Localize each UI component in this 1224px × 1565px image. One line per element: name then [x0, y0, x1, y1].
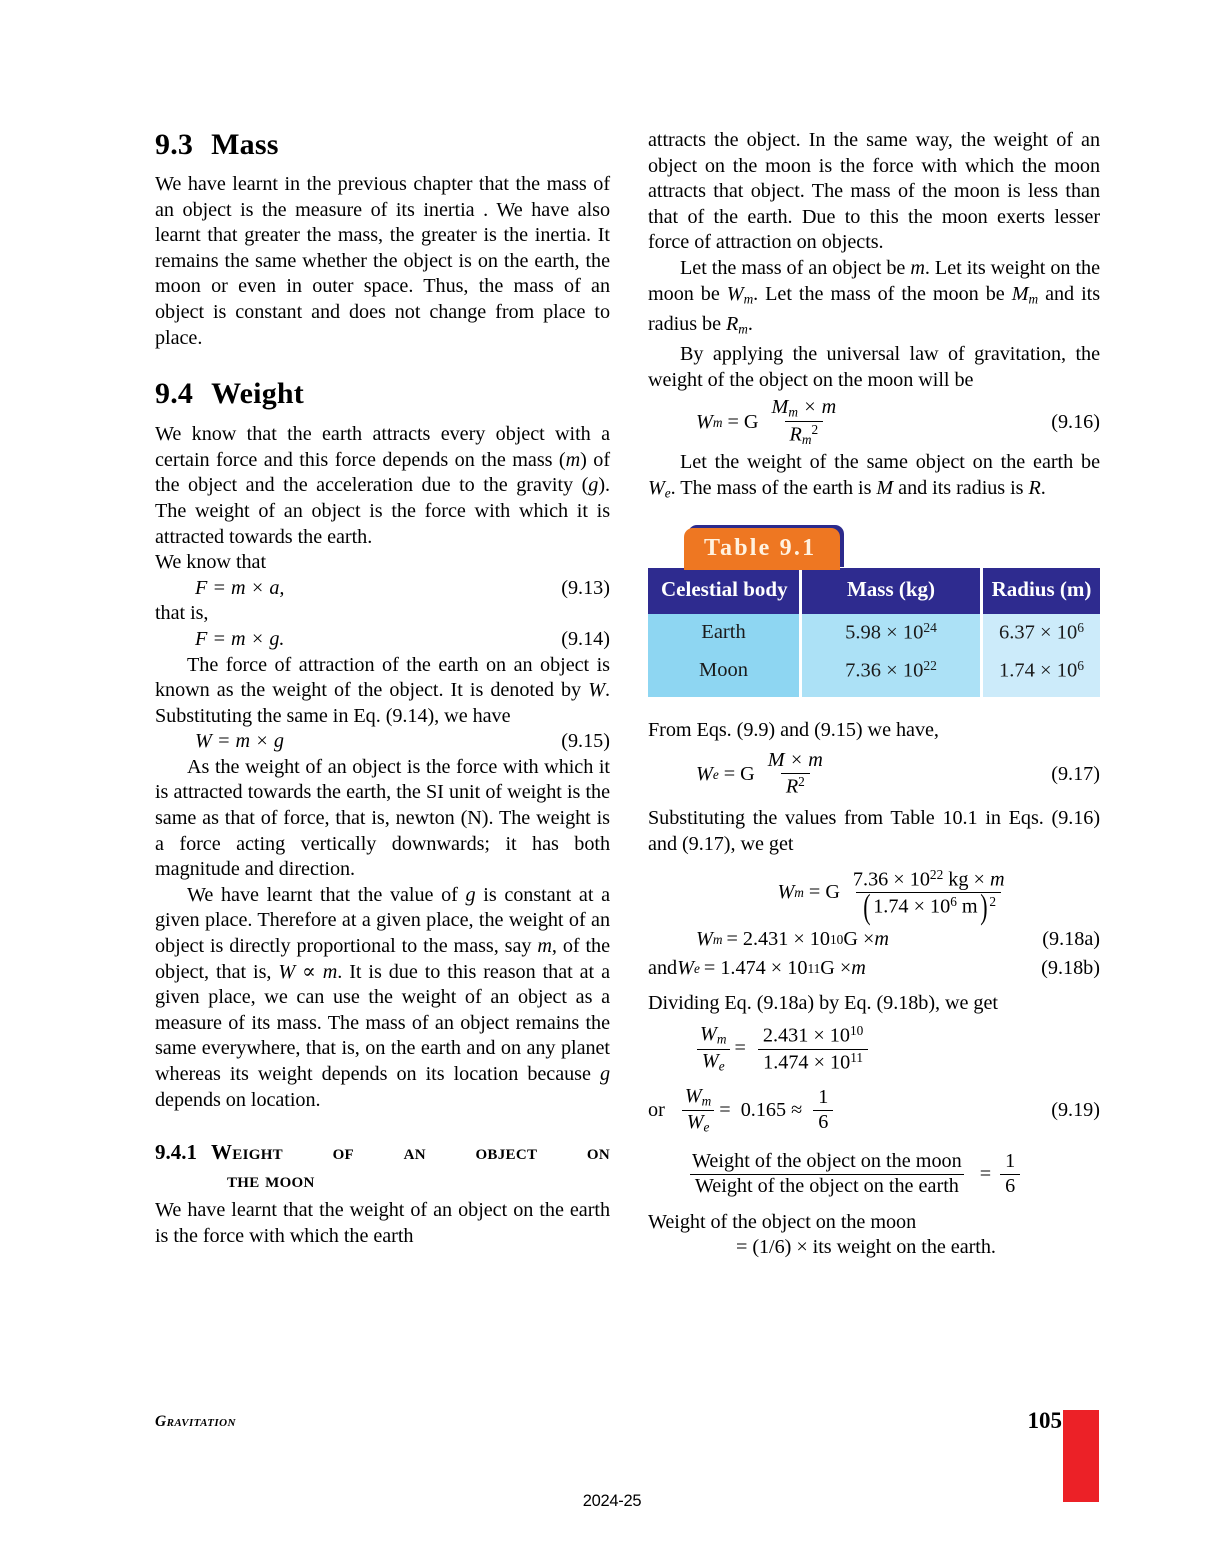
equation-9-15-body: W = m × g [195, 730, 284, 753]
ratio-lhs-den-W: W [701, 1049, 719, 1072]
page-edge-red-bar [1063, 1410, 1099, 1502]
eq916-num-rest: × m [797, 396, 837, 419]
equation-9-13-body: F = m × a, [195, 576, 285, 599]
eq919-relation: = [719, 1098, 731, 1121]
subscript-m-1: m [743, 291, 754, 307]
equation-9-18-main [648, 866, 1100, 926]
table-cell-mass-moon [801, 652, 982, 696]
eq917-numerator: M × m [767, 749, 823, 772]
eq916-lhs-sub: m [712, 414, 723, 430]
eq916-fraction [766, 397, 841, 448]
eq916-den-sup: 2 [811, 422, 819, 438]
ratio-lhs-den-sub: e [718, 1058, 725, 1074]
words-ratio-numerator: Weight of the object on the moon [692, 1150, 962, 1172]
equation-9-18b [648, 956, 1100, 982]
text-let-the-mass: Let the mass of an object be [680, 256, 911, 279]
paragraph-si-unit: As the weight of an object is the force with which it is attracted towards the earth, the SI unit of weight is the same as that of force, that is, newton (N). The weight is a force acting vertically downwards; it has both magnitude and direction. [155, 755, 610, 881]
paragraph-let-weight-earth [648, 450, 1100, 506]
words-ratio-rhs-num: 1 [1005, 1150, 1016, 1172]
eq918a-exponent: 10 [830, 931, 844, 947]
earth-radius-mantissa: 6.37 × 10 [999, 621, 1078, 644]
subscript-m-3: m [738, 321, 748, 337]
section-title-9-3: Mass [211, 128, 279, 161]
equation-9-16 [648, 397, 1100, 448]
equation-9-14 [155, 627, 610, 653]
eq919-lhs-fraction [680, 1086, 716, 1135]
left-paren-icon: ( [863, 885, 871, 926]
table-row [648, 614, 1100, 652]
equation-9-17-number: (9.17) [1051, 762, 1100, 785]
equation-9-13-number: (9.13) [561, 576, 610, 599]
subsection-heading-9-4-1 [155, 1138, 610, 1194]
ratio-relation: = [734, 1037, 746, 1060]
ratio-rhs-fraction [758, 1024, 868, 1073]
eq919-prefix: or [648, 1098, 665, 1121]
eq919-rhs-fraction [813, 1087, 833, 1134]
eq918a-lhs: W [696, 927, 713, 950]
eq918a-tail-m: m [874, 927, 889, 950]
table-cell-radius-earth [982, 614, 1101, 652]
lead-that-is: that is, [155, 602, 209, 625]
subscript-e-1: e [664, 485, 671, 501]
eq917-denominator [781, 773, 810, 798]
eq918-lhs-sub: m [794, 885, 804, 901]
eq918b-value: = 1.474 × 10 [703, 957, 808, 980]
words-ratio-denominator: Weight of the object on the earth [690, 1174, 964, 1198]
subsection-word-weight: Weight [211, 1140, 283, 1165]
eq918-fraction [848, 866, 1010, 926]
closing-line-1: Weight of the object on the moon [648, 1210, 917, 1233]
table-header-mass: Mass (kg) [801, 568, 982, 614]
equation-9-15-number: (9.15) [561, 730, 610, 753]
eq918b-prefix: and [648, 957, 678, 980]
equation-9-14-number: (9.14) [561, 627, 610, 650]
eq919-lhs-den-sub: e [703, 1119, 710, 1135]
footer-page-number: 105 [1027, 1408, 1062, 1433]
symbol-M: M [876, 476, 894, 499]
subsection-word-an: an [403, 1140, 426, 1165]
eq918-den-exponent: 6 [950, 893, 957, 909]
table-header-radius: Radius (m) [982, 568, 1101, 614]
subsection-title-line2: the moon [227, 1168, 315, 1193]
eq918-denominator [856, 885, 1001, 926]
equation-words-ratio [648, 1151, 1100, 1198]
ratio-lhs-den [697, 1049, 730, 1074]
eq916-den-R: R [789, 423, 802, 446]
ratio-rhs-den-exponent: 11 [850, 1049, 864, 1065]
equation-9-18a [648, 927, 1100, 953]
eq919-lhs-den-W: W [686, 1110, 704, 1133]
equation-9-19-number: (9.19) [1051, 1098, 1100, 1121]
subscript-m-2: m [1028, 291, 1039, 307]
right-column [648, 128, 1100, 1261]
section-heading-9-3 [155, 128, 610, 162]
left-column [155, 128, 610, 1249]
eq918a-lhs-sub: m [712, 931, 723, 947]
subsection-word-of: of [332, 1140, 355, 1165]
words-ratio-relation: = [979, 1162, 992, 1185]
text-let-mass-of-moon: . Let the mass of the moon be [753, 282, 1012, 305]
symbol-R: R [1028, 476, 1041, 499]
table-header-row [648, 568, 1100, 614]
subsection-title-line1 [211, 1138, 610, 1166]
text-let-weight-same: Let the weight of the same object on the earth be [680, 450, 1100, 473]
text-let-its-weight: . Let its weight on the moon be [648, 256, 1100, 305]
earth-radius-exponent: 6 [1077, 619, 1084, 635]
eq917-den-sup: 2 [798, 774, 805, 790]
eq918-den-unit: m [956, 895, 978, 918]
ratio-lhs-num-sub: m [716, 1032, 727, 1048]
table-cell-mass-earth [801, 614, 982, 652]
eq918b-lhs: W [677, 957, 694, 980]
section-number-9-3: 9.3 [155, 128, 194, 161]
words-ratio-fraction [687, 1151, 967, 1198]
text-and-its-radius: and its radius be [648, 282, 1101, 335]
table-cell-radius-moon [982, 652, 1101, 696]
eq918b-tail-m: m [851, 957, 866, 980]
paragraph-attracts-object: attracts the object. In the same way, the weight of an object on the moon is the force with which the moon attracts that object. The mass of the moon is less than that of the earth. Due to this the moon exerts lesser force of attraction on objects. [648, 129, 1100, 254]
moon-radius-exponent: 6 [1077, 658, 1084, 674]
eq918-den-mantissa: 1.74 × 10 [873, 895, 951, 918]
equation-9-18a-number: (9.18a) [1042, 927, 1100, 950]
subsection-number-9-4-1: 9.4.1 [155, 1140, 197, 1165]
paragraph-weight-intro: We know that the earth attracts every object with a certain force and this force depends on the mass (m) of the object and the acceleration due to the gravity (g). The weight of an object is the force with which it is attracted towards the earth. [155, 423, 611, 548]
equation-9-14-body: F = m × g. [195, 627, 285, 650]
eq917-lhs-sub: e [712, 766, 719, 782]
eq917-den-R: R [785, 775, 799, 798]
section-heading-9-4 [155, 377, 610, 411]
ratio-rhs-num-exponent: 10 [849, 1023, 864, 1039]
eq918-num-mantissa: 7.36 × 10 [852, 868, 930, 891]
eq919-rhs-num: 1 [818, 1086, 829, 1109]
paragraph-substituting-values: Substituting the values from Table 10.1 in Eqs. (9.16) and (9.17), we get [648, 807, 1100, 856]
symbol-m: m [910, 256, 925, 279]
table-9-1-wrapper [648, 528, 1100, 697]
eq918a-tail: G × [843, 927, 875, 950]
paragraph-force-of-attraction: The force of attraction of the earth on an object is known as the weight of the object. It is denoted by W. Substituting the same in Eq. (9.14), we have [155, 653, 610, 727]
eq918b-exponent: 11 [807, 961, 821, 977]
equation-9-18b-number: (9.18b) [1041, 957, 1100, 980]
eq918-relation: = G [808, 881, 840, 904]
words-ratio-rhs-fraction [1000, 1151, 1020, 1198]
eq919-lhs-num [680, 1086, 716, 1110]
paragraph-weight-on-moon-intro: We have learnt that the weight of an object on the earth is the force with which the earth [155, 1199, 610, 1247]
eq919-lhs-num-sub: m [701, 1093, 712, 1109]
text-period-1: . [747, 312, 753, 335]
eq918-lhs: W [777, 881, 795, 904]
table-row [648, 652, 1100, 696]
table-cell-body-earth: Earth [648, 614, 801, 652]
eq917-lhs: W [696, 762, 713, 785]
table-cell-body-moon: Moon [648, 652, 801, 696]
lead-from-eqs: From Eqs. (9.9) and (9.15) we have, [648, 718, 939, 741]
ratio-rhs-den-mantissa: 1.474 × 10 [763, 1050, 851, 1073]
ratio-rhs-num-mantissa: 2.431 × 10 [762, 1024, 850, 1047]
eq916-lhs: W [696, 410, 713, 433]
right-paren-icon: ) [979, 885, 988, 926]
lead-dividing-eq: Dividing Eq. (9.18a) by Eq. (9.18b), we get [648, 991, 998, 1014]
eq916-num-M: M [771, 396, 789, 419]
equation-9-15 [155, 729, 610, 755]
eq919-lhs-den [682, 1110, 715, 1135]
footer-chapter-name: Gravitation [155, 1413, 236, 1430]
moon-radius-mantissa: 1.74 × 10 [999, 659, 1078, 682]
ratio-lhs-fraction [695, 1024, 731, 1073]
text-mass-of-earth: . The mass of the earth is [670, 476, 877, 499]
lead-we-know-that: We know that [155, 551, 267, 574]
closing-line-2: = (1/6) × its weight on the earth. [736, 1236, 996, 1259]
symbol-M-moon: M [1011, 282, 1029, 305]
eq917-relation: = G [723, 762, 755, 785]
equation-9-16-number: (9.16) [1051, 410, 1100, 433]
eq918-num-exponent: 22 [929, 866, 944, 882]
equation-9-17 [648, 750, 1100, 798]
paragraph-mass: We have learnt in the previous chapter that the mass of an object is the measure of its inertia . We have also learnt that greater the mass, the greater is the inertia. It remains the same whether the object is on the earth, the moon or even in outer space. Thus, the mass of an object is constant and does not change from place to place. [155, 173, 610, 349]
ratio-lhs-num-W: W [700, 1023, 717, 1046]
equation-9-19 [648, 1086, 1100, 1135]
earth-mass-mantissa: 5.98 × 10 [845, 621, 924, 644]
earth-mass-exponent: 24 [923, 619, 937, 635]
eq919-value: 0.165 ≈ [740, 1098, 803, 1121]
eq918b-lhs-sub: e [693, 961, 700, 977]
ratio-lhs-num [695, 1024, 731, 1048]
moon-mass-exponent: 22 [923, 658, 937, 674]
subsection-word-object: object [475, 1140, 538, 1165]
moon-mass-mantissa: 7.36 × 10 [845, 659, 924, 682]
subsection-word-on: on [586, 1140, 610, 1165]
section-title-9-4: Weight [211, 377, 304, 411]
symbol-W-moon: W [726, 282, 744, 305]
footer-year: 2024-25 [582, 1492, 642, 1510]
paragraph-by-applying: By applying the universal law of gravitation, the weight of the object on the moon will be [648, 343, 1100, 391]
eq918-num-unit: kg × [943, 868, 990, 891]
words-ratio-rhs-den: 6 [1000, 1174, 1020, 1198]
equation-ratio [648, 1024, 1100, 1073]
eq916-denominator [785, 421, 824, 448]
symbol-R-moon: R [725, 312, 739, 335]
eq918-num-m: m [989, 868, 1005, 891]
ratio-rhs-den [758, 1049, 868, 1074]
text-and-radius: and its radius is [893, 476, 1029, 499]
symbol-W-earth: W [648, 476, 665, 499]
eq917-fraction [763, 750, 828, 798]
paragraph-let-mass-be-m [648, 256, 1100, 342]
text-period-2: . [1040, 476, 1046, 499]
eq919-rhs-den: 6 [813, 1110, 833, 1134]
eq918b-tail: G × [820, 957, 852, 980]
paragraph-value-of-g: We have learnt that the value of g is constant at a given place. Therefore at a given place, the weight of an object is directly proportional to the mass, say m, of the object, that is, W ∝ m. It is due to this reason that at a given place, we can use the weight of an object as a measure of its mass. The mass of an object remains the same everywhere, that is, on the earth and on any planet whereas its weight depends on its location because g depends on location. [155, 883, 610, 1111]
table-header-celestial-body: Celestial body [648, 568, 801, 614]
equation-9-13 [155, 576, 610, 602]
eq918-den-outer-exponent: 2 [989, 893, 997, 909]
eq916-den-sub: m [801, 432, 812, 448]
eq919-lhs-num-W: W [684, 1084, 702, 1107]
eq916-num-sub: m [788, 405, 798, 421]
eq918a-value: = 2.431 × 10 [726, 927, 830, 950]
eq916-relation: = G [727, 410, 759, 433]
eq916-numerator [766, 397, 841, 421]
section-number-9-4: 9.4 [155, 377, 194, 411]
table-caption-tab: Table 9.1 [684, 528, 840, 570]
ratio-rhs-num [758, 1024, 868, 1048]
table-9-1 [648, 568, 1100, 697]
